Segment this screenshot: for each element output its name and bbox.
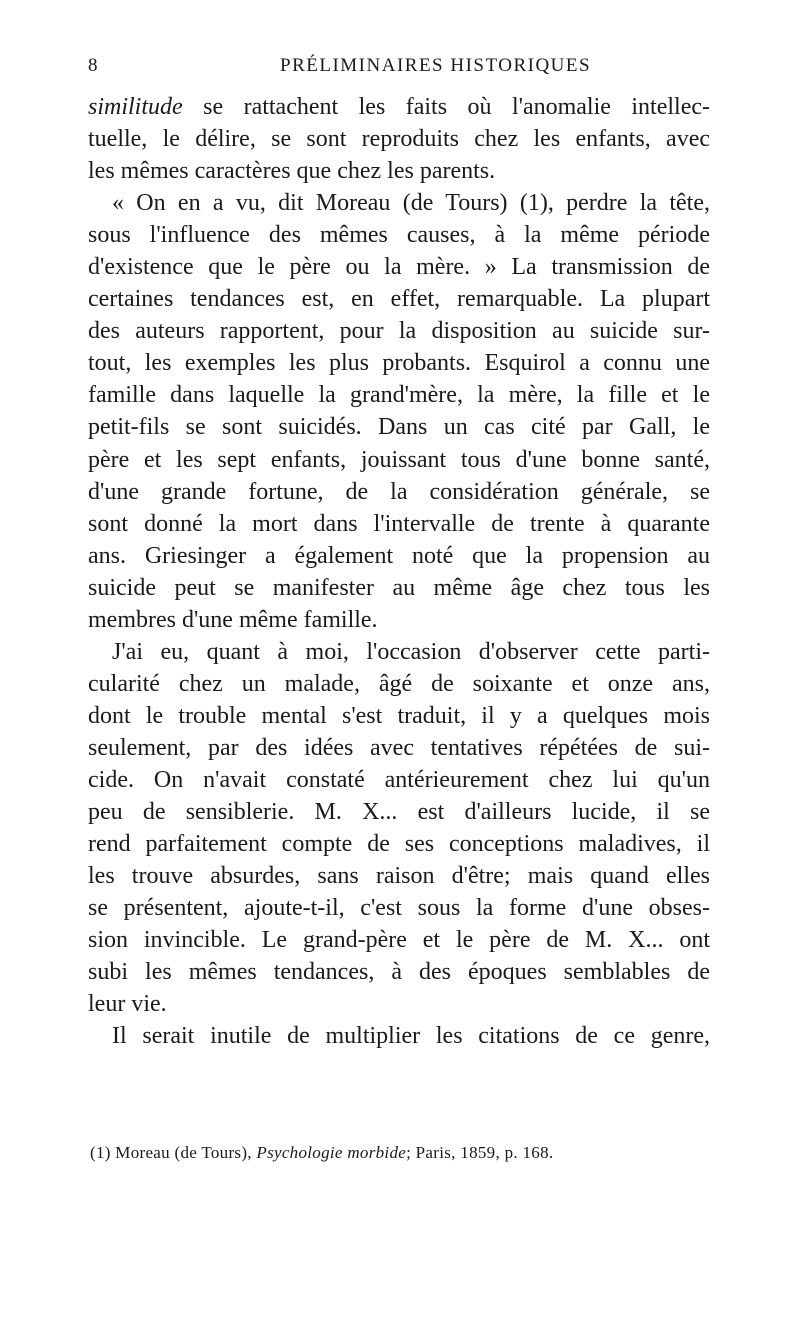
text-line: seulement, par des idées avec tentatives répétées de sui- xyxy=(88,734,710,761)
text-line: dont le trouble mental s'est traduit, il y a quelques mois xyxy=(88,702,710,729)
text-line: subi les mêmes tendances, à des époques semblables de xyxy=(88,959,710,986)
text-line: ans. Griesinger a également noté que la propension au xyxy=(88,542,710,569)
footnote-title: Psychologie morbide xyxy=(256,1143,407,1162)
text-line: certaines tendances est, en effet, remarquable. La plupart xyxy=(88,286,710,313)
text-line: des auteurs rapportent, pour la disposition au suicide sur- xyxy=(88,318,710,345)
text-line: famille dans laquelle la grand'mère, la mère, la fille et le xyxy=(88,382,710,409)
text-line: d'une grande fortune, de la considération générale, se xyxy=(88,478,710,505)
text-line: tout, les exemples les plus probants. Esquirol a connu une xyxy=(88,350,710,377)
running-head xyxy=(88,55,710,85)
text-line: membres d'une même famille. xyxy=(88,606,378,633)
text-line: d'existence que le père ou la mère. » La transmission de xyxy=(88,254,710,281)
text-line: tuelle, le délire, se sont reproduits chez les enfants, avec xyxy=(88,126,710,153)
text-line: suicide peut se manifester au même âge chez tous les xyxy=(88,574,710,601)
text-line: père et les sept enfants, jouissant tous d'une bonne santé, xyxy=(88,446,710,473)
running-head-title: PRÉLIMINAIRES HISTORIQUES xyxy=(280,55,592,76)
text-line: peu de sensiblerie. M. X... est d'ailleurs lucide, il se xyxy=(88,799,710,826)
text-line: les trouve absurdes, sans raison d'être; mais quand elles xyxy=(88,863,710,890)
page-number: 8 xyxy=(88,55,99,76)
footnote xyxy=(90,1143,710,1163)
text-line: J'ai eu, quant à moi, l'occasion d'observer cette parti- xyxy=(112,638,710,665)
text-line: cularité chez un malade, âgé de soixante et onze ans, xyxy=(88,670,710,697)
text-line: rend parfaitement compte de ses conceptions maladives, il xyxy=(88,831,710,858)
body-text xyxy=(88,91,710,1052)
text-line: cide. On n'avait constaté antérieurement chez lui qu'un xyxy=(88,766,710,793)
text-line: sous l'influence des mêmes causes, à la même période xyxy=(88,222,710,249)
text-line: sont donné la mort dans l'intervalle de trente à quarante xyxy=(88,510,710,537)
footnote-author: Moreau (de Tours), xyxy=(110,1143,257,1162)
text-line: Il serait inutile de multiplier les citations de ce genre, xyxy=(112,1023,710,1050)
text-line: se présentent, ajoute-t-il, c'est sous la forme d'une obses- xyxy=(88,895,710,922)
footnote-marker: (1) xyxy=(90,1143,111,1162)
text-line: sion invincible. Le grand-père et le père de M. X... ont xyxy=(88,927,710,954)
text-line: « On en a vu, dit Moreau (de Tours) (1), perdre la tête, xyxy=(112,190,710,217)
text-line: petit-fils se sont suicidés. Dans un cas cité par Gall, le xyxy=(88,414,710,441)
italic-term: similitude xyxy=(88,94,183,120)
text-line: leur vie. xyxy=(88,991,167,1018)
text-line: similitude se rattachent les faits où l'anomalie intellec- xyxy=(88,94,710,120)
footnote-details: ; Paris, 1859, p. 168. xyxy=(406,1143,554,1162)
text-line: les mêmes caractères que chez les parents. xyxy=(88,158,496,185)
